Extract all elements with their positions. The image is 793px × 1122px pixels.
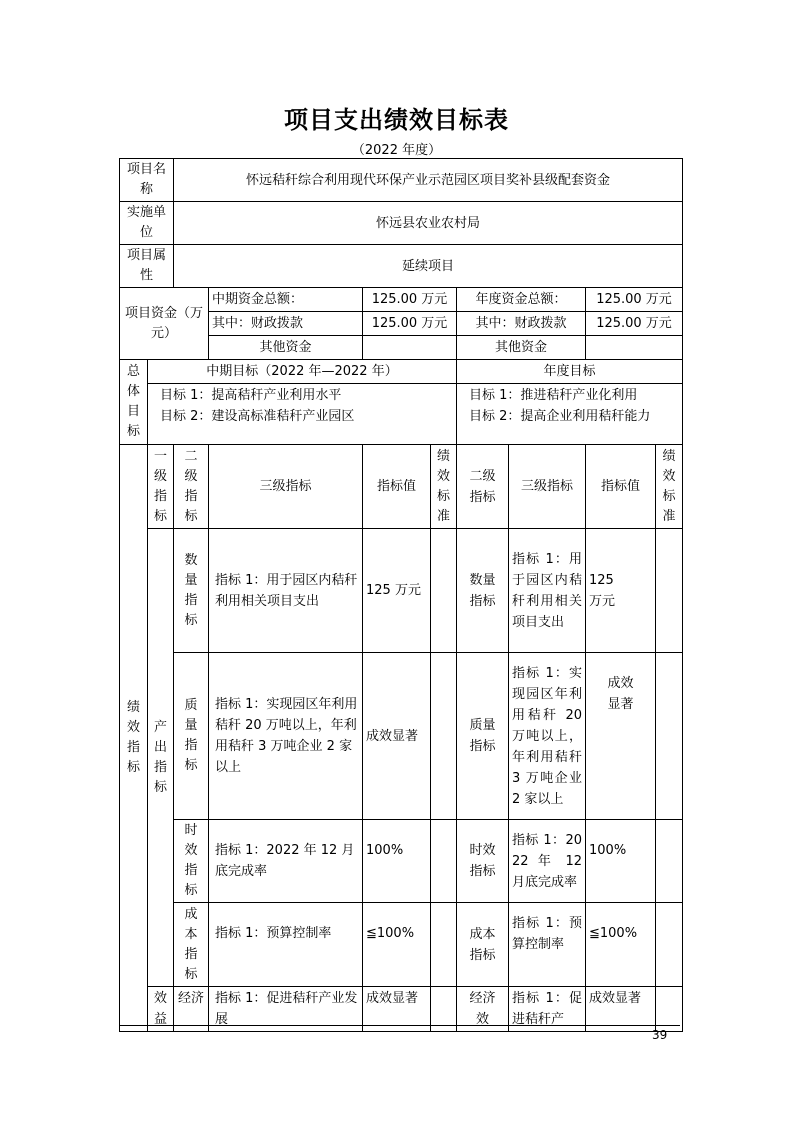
- annual-fiscal-label: 其中：财政拨款: [457, 312, 586, 336]
- level2-cell: 数量指标: [174, 529, 209, 653]
- annual-other-label: 其他资金: [457, 336, 586, 360]
- mid-goals: [148, 384, 457, 445]
- annual-other-value: [586, 336, 683, 360]
- level2-header: 二级指标: [174, 445, 209, 529]
- standard-cell: [431, 903, 457, 987]
- value-header: 指标值: [363, 445, 431, 529]
- implementing-unit-value: 怀远县农业农村局: [174, 202, 683, 245]
- annual-goal-item: 目标 2：提高企业利用秸秆能力: [469, 409, 651, 424]
- project-attribute-value: 延续项目: [174, 245, 683, 288]
- value-cell: 成效显著: [363, 653, 431, 820]
- annual-level2-cell: 质量指标: [457, 653, 509, 820]
- annual-level3-cell: 指标 1：2022 年 12 月底完成率: [509, 820, 586, 903]
- level2-cell: 质量指标: [174, 653, 209, 820]
- annual-goals: [457, 384, 683, 445]
- footer-rule: [119, 1025, 680, 1026]
- project-attribute-label: 项目属性: [120, 245, 174, 288]
- indicator-row-cost: [120, 903, 683, 987]
- annual-level3-cell: 指标 1：实现园区年利用秸秆 20 万吨以上，年利用秸秆 3 万吨企业 2 家以上: [509, 653, 586, 820]
- overall-goal-label: 总体目标: [120, 360, 148, 445]
- mid-goal-item: 目标 1：提高秸秆产业利用水平: [160, 388, 342, 403]
- implementing-unit-label: 实施单位: [120, 202, 174, 245]
- annual-value-cell: 成效显著: [586, 987, 656, 1032]
- page-number: 39: [652, 1028, 668, 1042]
- annual-standard-header: 绩效标准: [656, 445, 683, 529]
- level2-cell: 成本指标: [174, 903, 209, 987]
- annual-level2-cell: 数量指标: [457, 529, 509, 653]
- overall-goal-header-row: [120, 360, 683, 384]
- overall-goal-content-row: [120, 384, 683, 445]
- standard-cell: [431, 820, 457, 903]
- indicator-header-row: [120, 445, 683, 529]
- level3-cell: 指标 1：促进秸秆产业发展: [209, 987, 363, 1032]
- project-name-value: 怀远秸秆综合利用现代环保产业示范园区项目奖补县级配套资金: [174, 159, 683, 202]
- annual-level2-cell: 经济效: [457, 987, 509, 1032]
- annual-total-label: 年度资金总额：: [457, 288, 586, 312]
- mid-fiscal-label: 其中：财政拨款: [209, 312, 363, 336]
- funds-row-total: [120, 288, 683, 312]
- mid-goal-header: 中期目标（2022 年—2022 年）: [148, 360, 457, 384]
- annual-level3-cell: 指标 1：促进秸秆产: [509, 987, 586, 1032]
- annual-level3-cell: 指标 1：预算控制率: [509, 903, 586, 987]
- mid-fiscal-value: 125.00 万元: [363, 312, 457, 336]
- annual-level2-cell: 时效指标: [457, 820, 509, 903]
- performance-indicator-label: 绩效指标: [120, 445, 148, 1032]
- value-cell: 125 万元: [363, 529, 431, 653]
- project-funds-label: 项目资金（万元）: [120, 288, 209, 360]
- annual-value-cell: 100%: [586, 820, 656, 903]
- annual-value-header: 指标值: [586, 445, 656, 529]
- level2-cell: 时效指标: [174, 820, 209, 903]
- annual-standard-cell: [656, 820, 683, 903]
- project-name-row: [120, 159, 683, 202]
- indicator-row-quality: [120, 653, 683, 820]
- annual-goal-item: 目标 1：推进秸秆产业化利用: [469, 388, 638, 403]
- mid-other-label: 其他资金: [209, 336, 363, 360]
- level1-header: 一级指标: [148, 445, 174, 529]
- level3-cell: 指标 1：预算控制率: [209, 903, 363, 987]
- annual-level3-cell: 指标 1：用于园区内秸秆利用相关项目支出: [509, 529, 586, 653]
- value-cell: 成效显著: [363, 987, 431, 1032]
- annual-total-value: 125.00 万元: [586, 288, 683, 312]
- value-cell: ≦100%: [363, 903, 431, 987]
- annual-standard-cell: [656, 653, 683, 820]
- year-label: （2022 年度）: [351, 143, 442, 158]
- level3-cell: 指标 1：用于园区内秸秆利用相关项目支出: [209, 529, 363, 653]
- implementing-unit-row: [120, 202, 683, 245]
- benefit-indicator-label: 效益: [148, 987, 174, 1032]
- standard-cell: [431, 653, 457, 820]
- value-cell: 100%: [363, 820, 431, 903]
- mid-goal-item: 目标 2：建设高标准秸秆产业园区: [160, 409, 355, 424]
- annual-value-cell: ≦100%: [586, 903, 656, 987]
- level2-cell: 经济: [174, 987, 209, 1032]
- mid-other-value: [363, 336, 457, 360]
- annual-standard-cell: [656, 903, 683, 987]
- indicator-row-timeliness: [120, 820, 683, 903]
- mid-total-value: 125.00 万元: [363, 288, 457, 312]
- standard-header: 绩效标准: [431, 445, 457, 529]
- annual-level2-cell: 成本指标: [457, 903, 509, 987]
- project-name-label: 项目名称: [120, 159, 174, 202]
- level3-header: 三级指标: [209, 445, 363, 529]
- performance-goal-table: [119, 158, 683, 1032]
- annual-value-cell: 125 万元: [586, 529, 656, 653]
- mid-total-label: 中期资金总额：: [209, 288, 363, 312]
- project-attribute-row: [120, 245, 683, 288]
- standard-cell: [431, 529, 457, 653]
- level3-cell: 指标 1：实现园区年利用秸秆 20 万吨以上，年利用秸秆 3 万吨企业 2 家以上: [209, 653, 363, 820]
- output-indicator-label: 产出指标: [148, 529, 174, 987]
- annual-fiscal-value: 125.00 万元: [586, 312, 683, 336]
- annual-value-cell: 成效显著: [586, 653, 656, 820]
- indicator-row-quantity: [120, 529, 683, 653]
- level3-cell: 指标 1：2022 年 12 月底完成率: [209, 820, 363, 903]
- annual-goal-header: 年度目标: [457, 360, 683, 384]
- annual-level2-header: 二级指标: [457, 445, 509, 529]
- page-title: 项目支出绩效目标表: [284, 106, 509, 134]
- annual-standard-cell: [656, 529, 683, 653]
- annual-level3-header: 三级指标: [509, 445, 586, 529]
